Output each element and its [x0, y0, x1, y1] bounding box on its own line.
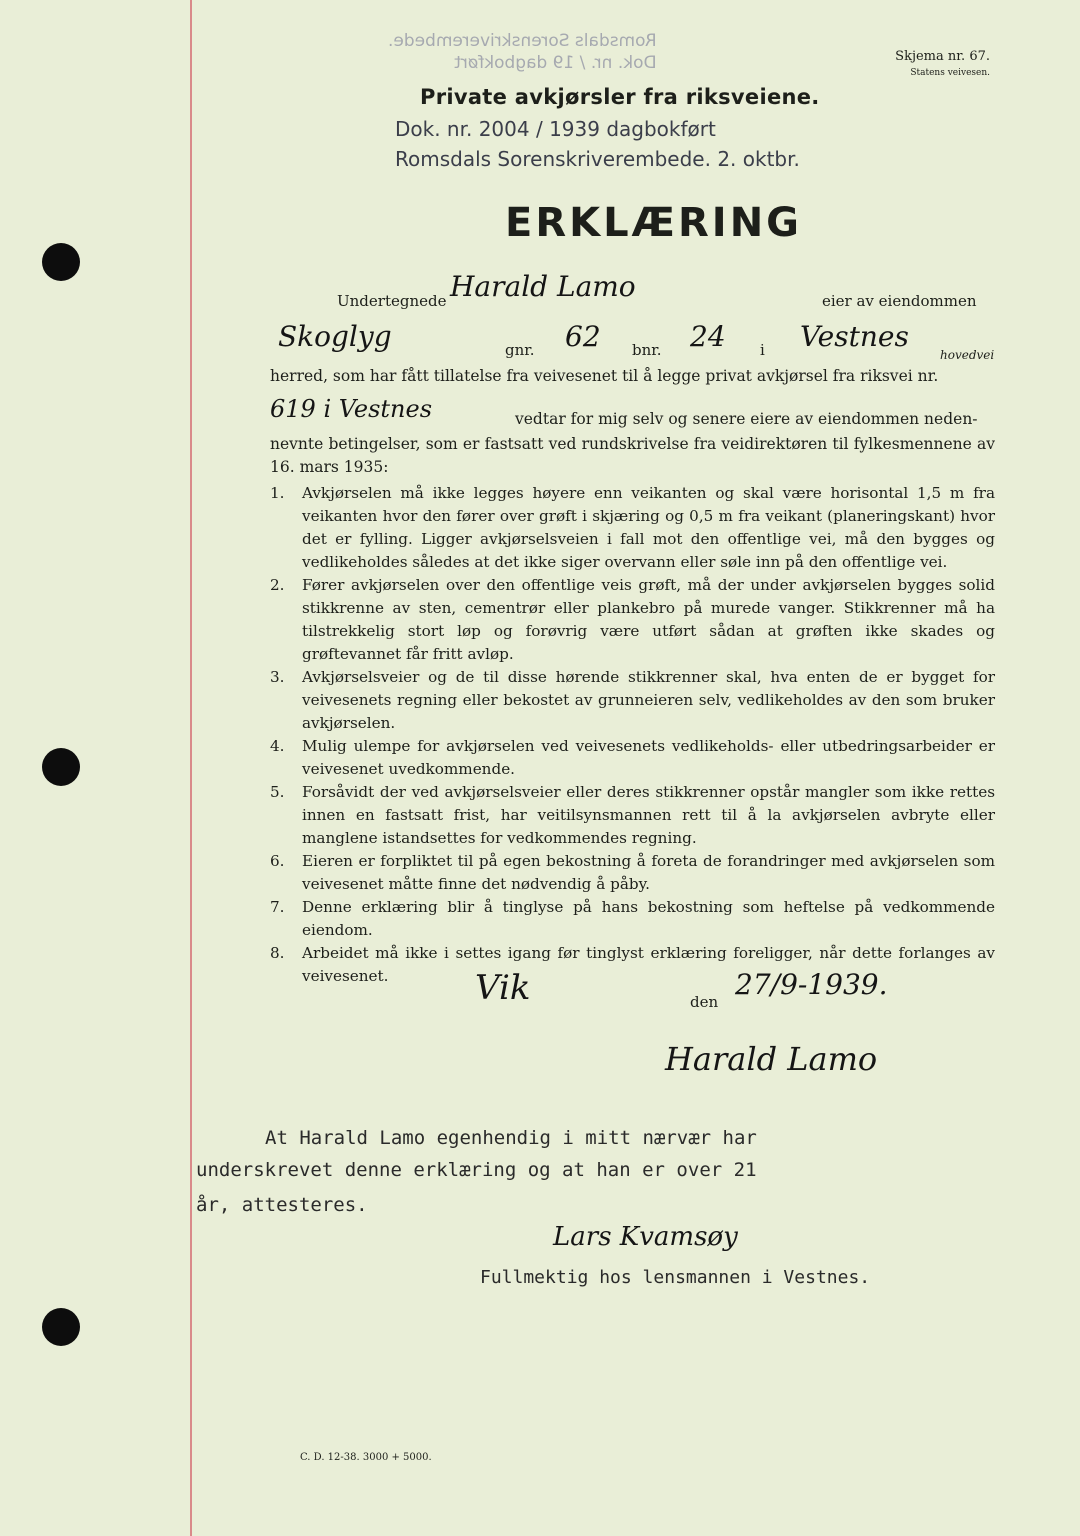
eier-label: eier av eiendommen [822, 292, 977, 310]
handwritten-bnr: 24 [690, 320, 726, 353]
attestation-signer: Fullmektig hos lensmannen i Vestnes. [480, 1267, 871, 1288]
punch-hole [42, 748, 80, 786]
handwritten-name: Harald Lamo [450, 270, 636, 303]
schema-number [895, 48, 990, 82]
condition-number: 8. [270, 944, 285, 962]
gnr-label: gnr. [505, 341, 535, 359]
condition-item [270, 574, 995, 666]
header-title: Private avkjørsler fra riksveiene. [420, 85, 820, 109]
stamp-office-date: Romsdals Sorenskriverembede. 2. oktbr. [395, 147, 800, 171]
stamp-doc-number: Dok. nr. 2004 / 1939 dagbokført [395, 117, 716, 141]
condition-item [270, 896, 995, 942]
undertegnede-label: Undertegnede [337, 292, 447, 310]
condition-number: 2. [270, 576, 285, 594]
condition-number: 1. [270, 484, 285, 502]
condition-text: Eieren er forpliktet til på egen bekostning å foreta de forandringer med avkjørselen som veivesenet måtte finne det nødvendig å påby. [302, 852, 995, 893]
bnr-label: bnr. [632, 341, 662, 359]
handwritten-signature: Harald Lamo [665, 1040, 878, 1078]
condition-text: Forsåvidt der ved avkjørselsveier eller deres stikkrenner opstår mangler som ikke rettes innen en fastsatt frist, har veitilsynsmannen rett til å la avkjørselen avbryte eller manglene istandsettes for vedkommendes regning. [302, 783, 995, 847]
condition-item [270, 666, 995, 735]
condition-text: Mulig ulempe for avkjørselen ved veivesenets vedlikeholds- eller utbedringsarbeider er veivesenet uvedkommende. [302, 737, 995, 778]
condition-item [270, 781, 995, 850]
condition-number: 3. [270, 668, 285, 686]
paragraph-conditions-intro: nevnte betingelser, som er fastsatt ved rundskrivelse fra veidirektøren til fylkesmennene av 16. mars 1935: [270, 435, 995, 476]
condition-text: Avkjørselsveier og de til disse hørende stikkrenner skal, hva enten de er bygget for veivesenets regning eller bekostet av grunneieren selv, vedlikeholdes av den som bruker avkjørselen. [302, 668, 995, 732]
stamp-ghost-line: Dok. nr. / 19 dagbokført [454, 53, 657, 73]
condition-text: Arbeidet må ikke i settes igang før tinglyst erklæring foreligger, når dette forlanges av veivesenet. [302, 944, 995, 985]
i-label: i [760, 341, 765, 359]
condition-text: Avkjørselen må ikke legges høyere enn veikanten og skal være horisontal 1,5 m fra veikanten hvor den fører over grøft i skjæring og 0,5 m fra veikant (planeringskant) hvor det er fylling. Ligger avkjørselsveien i fall mot den offentlige vei, må den bygges og vedlikeholdes således at det ikke siger overvann eller søle inn på den offentlige vei. [302, 484, 995, 571]
condition-number: 6. [270, 852, 285, 870]
condition-text: Denne erklæring blir å tinglyse på hans bekostning som heftelse på vedkommende eiendom. [302, 898, 995, 939]
condition-item [270, 850, 995, 896]
paragraph-permission: herred, som har fått tillatelse fra veivesenet til å legge privat avkjørsel fra riksvei nr. [270, 367, 939, 385]
handwritten-gnr: 62 [565, 320, 601, 353]
handwritten-municipality: Vestnes [800, 320, 909, 353]
schema-label: Skjema nr. 67. [895, 49, 990, 64]
stamp-offset-ghost [388, 30, 657, 74]
condition-number: 5. [270, 783, 285, 801]
den-label: den [690, 993, 719, 1011]
margin-rule [190, 0, 192, 1536]
condition-number: 4. [270, 737, 285, 755]
attestation-line: underskrevet denne erklæring og at han er over 21 [196, 1159, 757, 1181]
handwritten-property: Skoglyg [278, 320, 392, 353]
handwritten-place: Vik [475, 968, 531, 1008]
punch-hole [42, 243, 80, 281]
document-title: ERKLÆRING [505, 200, 802, 246]
paragraph-commitment: vedtar for mig selv og senere eiere av eiendommen neden- [515, 410, 978, 428]
condition-item [270, 482, 995, 574]
attestation-line: At Harald Lamo egenhendig i mitt nærvær har [265, 1127, 757, 1149]
print-code: C. D. 12-38. 3000 + 5000. [300, 1452, 432, 1463]
handwritten-road-number: 619 i Vestnes [270, 395, 433, 423]
condition-number: 7. [270, 898, 285, 916]
punch-hole [42, 1308, 80, 1346]
conditions-list [270, 482, 995, 988]
handwritten-date: 27/9-1939. [735, 968, 888, 1001]
witness-signature: Lars Kvamsøy [553, 1222, 738, 1252]
issuer-label: Statens veivesen. [910, 68, 990, 78]
stamp-ghost-line: Romsdals Sorenskriverembede. [388, 31, 657, 51]
condition-text: Fører avkjørselen over den offentlige veis grøft, må der under avkjørselen bygges solid stikkrenne av sten, cementrør eller plankebro på murede vanger. Stikkrenner må ha tilstrekkelig stort løp og forøvrig være utført sådan at grøften ikke skades og grøftevannet får fritt avløp. [302, 576, 995, 663]
attestation-line: år, attesteres. [196, 1194, 368, 1216]
registry-stamp [395, 114, 800, 174]
handwritten-road-insert: hovedvei [940, 348, 995, 362]
condition-item [270, 735, 995, 781]
